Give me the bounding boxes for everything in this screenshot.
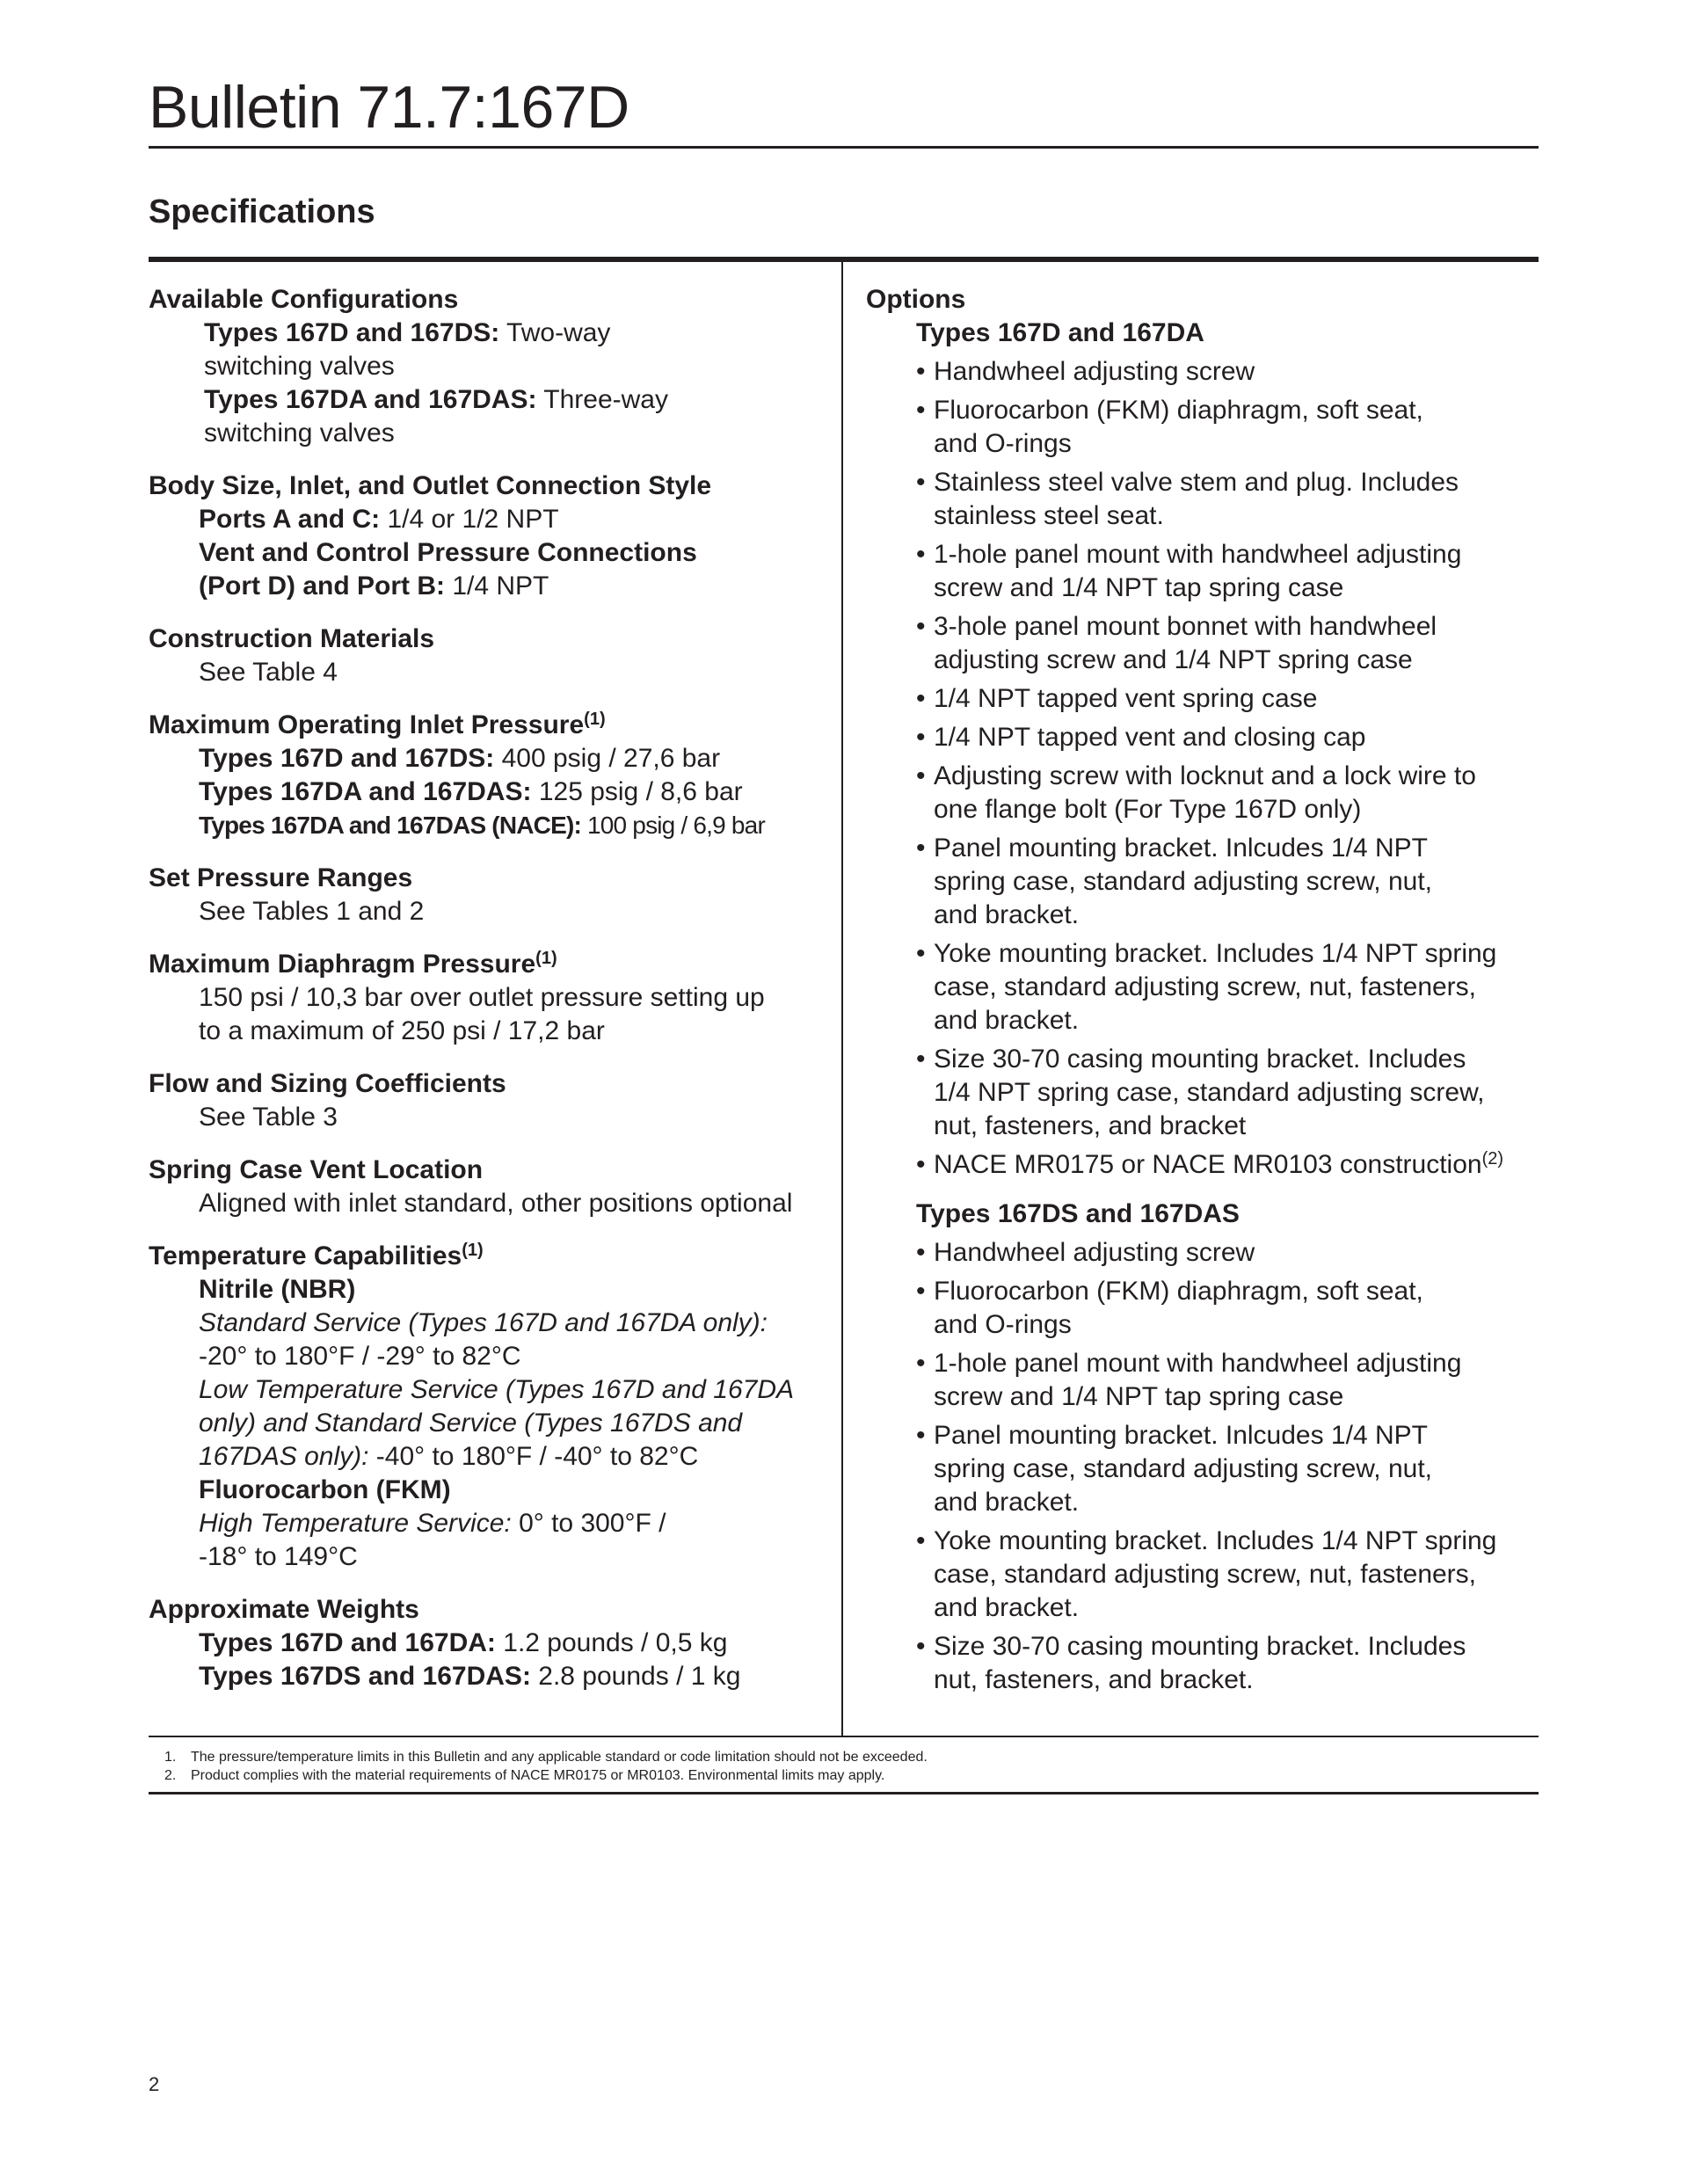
- option-text-line: nut, fasteners, and bracket: [934, 1111, 1247, 1140]
- footnote: [164, 1766, 928, 1785]
- spec-value: See Table 4: [199, 658, 338, 687]
- body-size: [149, 470, 834, 603]
- option-text-line: • 3-hole panel mount bonnet with handwheel: [934, 612, 1437, 641]
- option-text-line: • 1-hole panel mount with handwheel adjusting: [934, 540, 1462, 569]
- option-text-line: spring case, standard adjusting screw, nut,: [934, 867, 1432, 896]
- option-text-line: and O-rings: [934, 429, 1072, 458]
- options-list: [866, 1236, 1543, 1697]
- option-text-line: • Yoke mounting bracket. Includes 1/4 NPT spring: [934, 1526, 1497, 1555]
- title-rule: [149, 146, 1539, 149]
- option-item: [916, 394, 1543, 461]
- spec-label: Types 167DA and 167DAS:: [199, 777, 532, 806]
- options-group-title: Types 167D and 167DA: [916, 318, 1204, 347]
- bulletin-title: Bulletin 71.7:167D: [149, 74, 629, 141]
- spec-label: Vent and Control Pressure Connections: [199, 538, 697, 567]
- option-item: [916, 1043, 1543, 1143]
- spec-value: 1/4 NPT: [444, 571, 549, 601]
- available-configurations: [149, 283, 834, 450]
- spec-value: -20° to 180°F / -29° to 82°C: [199, 1342, 521, 1371]
- spec-value: 1.2 pounds / 0,5 kg: [495, 1628, 728, 1657]
- option-text-line: screw and 1/4 NPT tap spring case: [934, 1382, 1344, 1411]
- set-pressure-ranges: [149, 862, 834, 928]
- option-text-line: • Handwheel adjusting screw: [934, 357, 1255, 386]
- spec-label: Types 167DA and 167DAS:: [204, 385, 537, 414]
- footnote-ref: (1): [584, 710, 606, 729]
- spec-value: Aligned with inlet standard, other positions optional: [199, 1189, 793, 1218]
- option-text-line: • Fluorocarbon (FKM) diaphragm, soft seat,: [934, 1277, 1423, 1306]
- spec-label: High Temperature Service:: [199, 1509, 512, 1538]
- footnote-ref: (1): [535, 949, 557, 968]
- spec-value: 125 psig / 8,6 bar: [531, 777, 743, 806]
- option-item: [916, 466, 1543, 533]
- column-divider: [841, 262, 843, 1736]
- option-text-line: and bracket.: [934, 1006, 1080, 1035]
- specifications-left-column: [149, 283, 834, 1713]
- option-text-line: • 1/4 NPT tapped vent and closing cap: [934, 723, 1366, 752]
- vent-location: [149, 1154, 834, 1220]
- spec-value: Standard Service (Types 167D and 167DA only):: [199, 1308, 768, 1337]
- spec-heading: Flow and Sizing Coefficients: [149, 1069, 506, 1098]
- spec-value: Three-way: [536, 385, 668, 414]
- section-title: Specifications: [149, 193, 375, 230]
- spec-value: Low Temperature Service (Types 167D and 167DA: [199, 1375, 795, 1404]
- spec-heading: Maximum Operating Inlet Pressure: [149, 710, 585, 739]
- spec-heading: Approximate Weights: [149, 1595, 419, 1624]
- footnote-number: 1.: [164, 1750, 177, 1765]
- option-item: [916, 937, 1543, 1037]
- spec-value: See Tables 1 and 2: [199, 897, 425, 926]
- footnote-text: The pressure/temperature limits in this Bulletin and any applicable standard or code limitation should not be exceeded.: [191, 1750, 928, 1765]
- footnote-rule-bottom: [149, 1792, 1539, 1795]
- spec-value: 100 psig / 6,9 bar: [581, 812, 765, 839]
- option-text-line: • Panel mounting bracket. Inlcudes 1/4 NPT: [934, 1421, 1428, 1450]
- spec-heading: Temperature Capabilities: [149, 1241, 462, 1270]
- spec-heading: Available Configurations: [149, 285, 459, 314]
- spec-label: 167DAS only):: [199, 1442, 369, 1471]
- temperature-capabilities: [149, 1240, 834, 1574]
- footnotes: [164, 1748, 928, 1785]
- construction-materials: [149, 622, 834, 689]
- option-text-line: screw and 1/4 NPT tap spring case: [934, 573, 1344, 602]
- option-text-line: • 1-hole panel mount with handwheel adjusting: [934, 1349, 1462, 1378]
- option-text-line: • 1/4 NPT tapped vent spring case: [934, 684, 1318, 713]
- option-item: [916, 1275, 1543, 1342]
- option-text-line: • Adjusting screw with locknut and a lock wire to: [934, 761, 1476, 790]
- option-item: [916, 1630, 1543, 1697]
- options-group-title: Types 167DS and 167DAS: [916, 1199, 1240, 1228]
- footnote-number: 2.: [164, 1768, 177, 1783]
- footnote-ref: (1): [462, 1241, 484, 1260]
- option-text-line: nut, fasteners, and bracket.: [934, 1665, 1254, 1694]
- page-number: 2: [149, 2073, 160, 2095]
- spec-label: (Port D) and Port B:: [199, 571, 445, 601]
- options-list: [866, 1148, 1543, 1182]
- option-text-line: stainless steel seat.: [934, 501, 1164, 530]
- option-text-line: case, standard adjusting screw, nut, fasteners,: [934, 972, 1477, 1001]
- spec-label: Types 167DA and 167DAS (NACE):: [199, 812, 582, 839]
- option-item: [916, 355, 1543, 389]
- max-inlet-pressure: [149, 709, 834, 842]
- option-text-line: spring case, standard adjusting screw, nut,: [934, 1454, 1432, 1483]
- spec-heading: Maximum Diaphragm Pressure: [149, 950, 536, 979]
- spec-value: 400 psig / 27,6 bar: [494, 744, 721, 773]
- option-text-line: and O-rings: [934, 1310, 1072, 1339]
- max-diaphragm-pressure: [149, 948, 834, 1048]
- option-text-line: one flange bolt (For Type 167D only): [934, 795, 1362, 824]
- spec-label: Types 167D and 167DA:: [199, 1628, 496, 1657]
- approximate-weights: [149, 1593, 834, 1693]
- option-text-line: • Size 30-70 casing mounting bracket. Includes: [934, 1632, 1466, 1661]
- spec-heading: Body Size, Inlet, and Outlet Connection Style: [149, 471, 712, 500]
- footnote-ref: (2): [1481, 1149, 1504, 1168]
- spec-label: Ports A and C:: [199, 505, 381, 534]
- option-item: [916, 1419, 1543, 1519]
- spec-value: switching valves: [204, 419, 395, 448]
- spec-label: Fluorocarbon (FKM): [199, 1475, 451, 1504]
- option-text-line: • Fluorocarbon (FKM) diaphragm, soft seat,: [934, 396, 1423, 425]
- spec-value: 1/4 or 1/2 NPT: [380, 505, 559, 534]
- spec-value: only) and Standard Service (Types 167DS and: [199, 1409, 743, 1438]
- spec-label: Types 167D and 167DS:: [204, 318, 500, 347]
- option-text-line: • Handwheel adjusting screw: [934, 1238, 1255, 1267]
- option-text-line: 1/4 NPT spring case, standard adjusting screw,: [934, 1078, 1485, 1107]
- option-item: [916, 721, 1543, 754]
- option-item: • NACE MR0175 or NACE MR0103 construction$^{(2)}$: [916, 1148, 1543, 1182]
- spec-value: See Table 3: [199, 1103, 338, 1132]
- spec-heading: Construction Materials: [149, 624, 435, 653]
- spec-heading: Spring Case Vent Location: [149, 1155, 484, 1184]
- spec-value: 2.8 pounds / 1 kg: [530, 1662, 741, 1691]
- option-text-line: • Yoke mounting bracket. Includes 1/4 NPT spring: [934, 939, 1497, 968]
- options-list: [866, 355, 1543, 1143]
- option-item: [916, 1347, 1543, 1414]
- spec-label: Types 167DS and 167DAS:: [199, 1662, 531, 1691]
- spec-value: to a maximum of 250 psi / 17,2 bar: [199, 1016, 605, 1045]
- option-text-line: and bracket.: [934, 1593, 1080, 1622]
- option-item: [916, 1525, 1543, 1625]
- footnote-text: Product complies with the material requirements of NACE MR0175 or MR0103. Environmental limits may apply.: [191, 1768, 885, 1783]
- footnote-rule-top: [149, 1736, 1539, 1737]
- option-item: [916, 682, 1543, 716]
- footnote: [164, 1748, 928, 1766]
- option-text-line: • Stainless steel valve stem and plug. Includes: [934, 468, 1459, 497]
- spec-value: -18° to 149°C: [199, 1542, 358, 1571]
- flow-sizing: [149, 1067, 834, 1134]
- option-item: [916, 832, 1543, 932]
- spec-heading: Set Pressure Ranges: [149, 863, 413, 892]
- option-text-line: and bracket.: [934, 900, 1080, 929]
- spec-value: switching valves: [204, 352, 395, 381]
- option-text-line: adjusting screw and 1/4 NPT spring case: [934, 645, 1413, 674]
- option-text-line: and bracket.: [934, 1488, 1080, 1517]
- spec-label: Nitrile (NBR): [199, 1275, 356, 1304]
- option-text-line: • Size 30-70 casing mounting bracket. Includes: [934, 1045, 1466, 1074]
- option-item: [916, 1236, 1543, 1270]
- option-text-line: • Panel mounting bracket. Inlcudes 1/4 NPT: [934, 834, 1428, 863]
- section-rule: [149, 257, 1539, 262]
- options-heading: Options: [866, 285, 966, 314]
- option-item: [916, 610, 1543, 677]
- spec-value: 0° to 300°F /: [511, 1509, 666, 1538]
- spec-value: Two-way: [499, 318, 611, 347]
- option-item: [916, 538, 1543, 605]
- option-text-line: case, standard adjusting screw, nut, fasteners,: [934, 1560, 1477, 1589]
- spec-value: 150 psi / 10,3 bar over outlet pressure setting up: [199, 983, 765, 1012]
- options-right-column: [866, 283, 1543, 1702]
- spec-value: -40° to 180°F / -40° to 82°C: [368, 1442, 699, 1471]
- option-item: [916, 760, 1543, 826]
- spec-label: Types 167D and 167DS:: [199, 744, 495, 773]
